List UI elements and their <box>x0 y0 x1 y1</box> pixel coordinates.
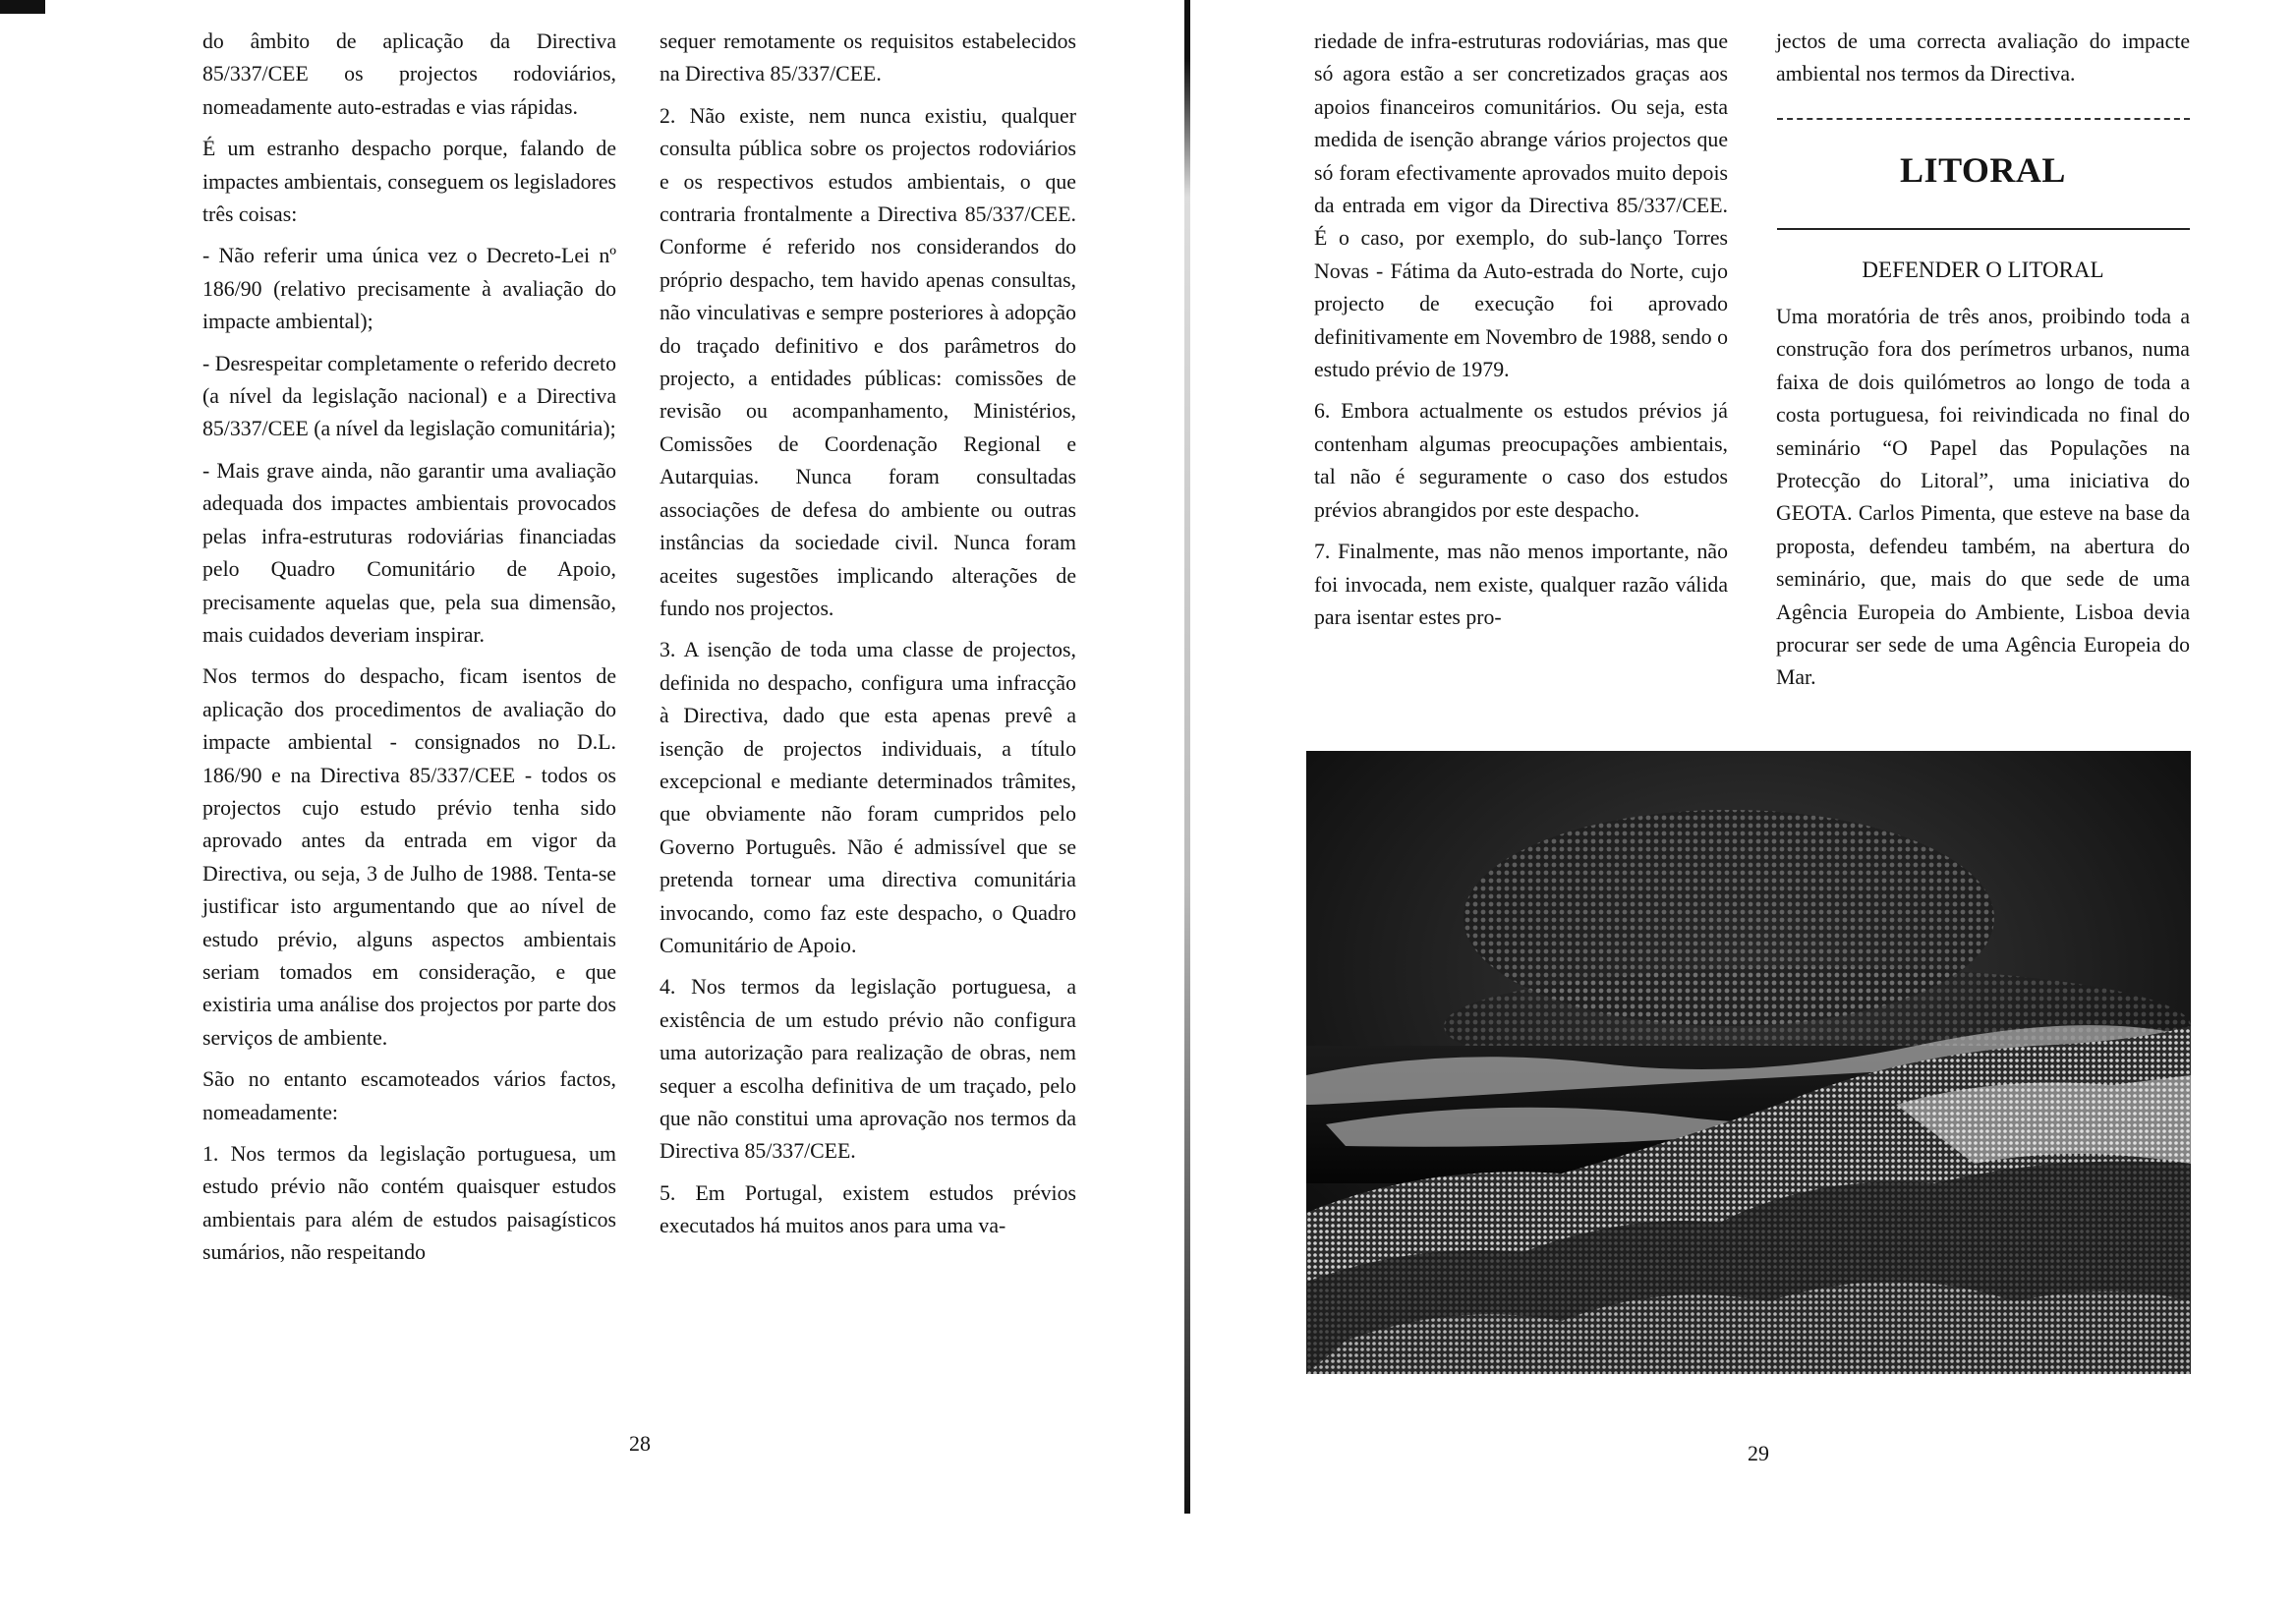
paragraph: São no entanto escamoteados vários factos, nomeadamente: <box>202 1067 616 1124</box>
page-number-right: 29 <box>1748 1441 1769 1465</box>
paragraph: É um estranho despacho porque, falando de impactes ambientais, conseguem os legisladores três coisas: <box>202 137 616 227</box>
paragraph: 1. Nos termos da legislação portuguesa, um estudo prévio não contém quaisquer estudos ambientais para além de estudos paisagísticos sumários, não respeitando <box>202 1142 616 1265</box>
coastal-photo <box>1306 751 2191 1374</box>
right-page-column-2 <box>1776 26 2190 100</box>
paragraph: - Desrespeitar completamente o referido decreto (a nível da legislação nacional) e a Directiva 85/337/CEE (a nível da legislação comunitária); <box>202 351 616 441</box>
book-spine-shadow <box>1184 0 1190 1514</box>
paragraph: 4. Nos termos da legislação portuguesa, a existência de um estudo prévio não configura uma autorização para realização de obras, nem sequer a escolha definitiva de um traçado, pelo que não constitui uma aprovação nos termos da Directiva 85/337/CEE. <box>660 975 1076 1164</box>
page-number-left: 28 <box>629 1431 651 1456</box>
article-title: DEFENDER O LITORAL <box>1862 258 2104 282</box>
section-title: LITORAL <box>1900 150 2066 190</box>
paragraph: 3. A isenção de toda uma classe de projectos, definida no despacho, configura uma infracção à Directiva, dado que esta apenas prevê a isenção de projectos individuais, a título excepcional e mediante determinados trâmites, que obviamente não foram cumpridos pelo Governo Português. Não é admissível que se pretenda tornear uma directiva comunitária invocando, como faz este despacho, o Quadro Comunitário de Apoio. <box>660 638 1076 957</box>
scan-corner-mark <box>0 0 45 14</box>
paragraph: jectos de uma correcta avaliação do impacte ambiental nos termos da Directiva. <box>1776 29 2190 86</box>
paragraph: 2. Não existe, nem nunca existiu, qualquer consulta pública sobre os projectos rodoviários e os respectivos estudos ambientais, o que contraria frontalmente a Directiva 85/337/CEE. Conforme é referido nos considerandos do próprio despacho, tem havido apenas consultas, não vinculativas e sempre posteriores à adopção do traçado definitivo e dos parâmetros do projecto, a entidades públicas: comissões de revisão ou acompanhamento, Ministérios, Comissões de Coordenação Regional e Autarquias. Nunca foram consultadas associações de defesa do ambiente ou outras instâncias da sociedade civil. Nunca foram aceites sugestões implicando alterações de fundo nos projectos. <box>660 103 1076 620</box>
paragraph: Nos termos do despacho, ficam isentos de aplicação dos procedimentos de avaliação do impacte ambiental - consignados no D.L. 186/90 e na Directiva 85/337/CEE - todos os projectos cujo estudo prévio tenha sido aprovado antes da entrada em vigor da Directiva, ou seja, 3 de Julho de 1988. Tenta-se justificar isto argumentando que ao nível de estudo prévio, alguns aspectos ambientais seriam tomados em consideração, e que existiria uma análise dos projectos por parte dos serviços de ambiente. <box>202 664 616 1050</box>
paragraph: - Mais grave ainda, não garantir uma avaliação adequada dos impactes ambientais provocados pelas infra-estruturas rodoviárias financiadas pelo Quadro Comunitário de Apoio, precisamente aquelas que, pela sua dimensão, mais cuidados deveriam inspirar. <box>202 458 616 647</box>
divider-rule <box>1777 228 2190 230</box>
paragraph: 6. Embora actualmente os estudos prévios já contenham algumas preocupações ambientais, tal não é seguramente o caso dos estudos prévios abrangidos por este despacho. <box>1314 399 1728 522</box>
article-body-column <box>1776 301 2190 704</box>
divider-dashed <box>1777 118 2190 120</box>
paragraph: do âmbito de aplicação da Directiva 85/337/CEE os projectos rodoviários, nomeadamente auto-estradas e vias rápidas. <box>202 29 616 119</box>
paragraph: sequer remotamente os requisitos estabelecidos na Directiva 85/337/CEE. <box>660 29 1076 86</box>
paragraph: riedade de infra-estruturas rodoviárias, mas que só agora estão a ser concretizados graças aos apoios financeiros comunitários. Ou seja, esta medida de isenção abrange vários projectos que só foram efectivamente aprovados muito depois da entrada em vigor da Directiva 85/337/CEE. É o caso, por exemplo, do sub-lanço Torres Novas - Fátima da Auto-estrada do Norte, cujo projecto de execução foi aprovado definitivamente em Novembro de 1988, sendo o estudo prévio de 1979. <box>1314 29 1728 382</box>
coastal-photo-image <box>1306 751 2191 1374</box>
article-body: Uma moratória de três anos, proibindo toda a construção fora dos perímetros urbanos, numa faixa de dois quilómetros ao longo de toda a costa portuguesa, foi reivindicada no final do seminário “O Papel das Populações na Protecção do Litoral”, uma iniciativa do GEOTA. Carlos Pimenta, que esteve na base da proposta, defendeu também, na abertura do seminário, que, mais do que sede de uma Agência Europeia do Ambiente, Lisboa devia procurar ser sede de uma Agência Europeia do Mar. <box>1776 305 2190 690</box>
paragraph: 5. Em Portugal, existem estudos prévios executados há muitos anos para uma va- <box>660 1180 1076 1238</box>
paragraph: 7. Finalmente, mas não menos importante, não foi invocada, nem existe, qualquer razão válida para isentar estes pro- <box>1314 540 1728 629</box>
left-page-column-1 <box>202 26 616 1279</box>
paragraph: - Não referir uma única vez o Decreto-Lei nº 186/90 (relativo precisamente à avaliação do impacte ambiental); <box>202 244 616 334</box>
right-page-column-1 <box>1314 26 1728 643</box>
left-page-column-2 <box>660 26 1076 1252</box>
